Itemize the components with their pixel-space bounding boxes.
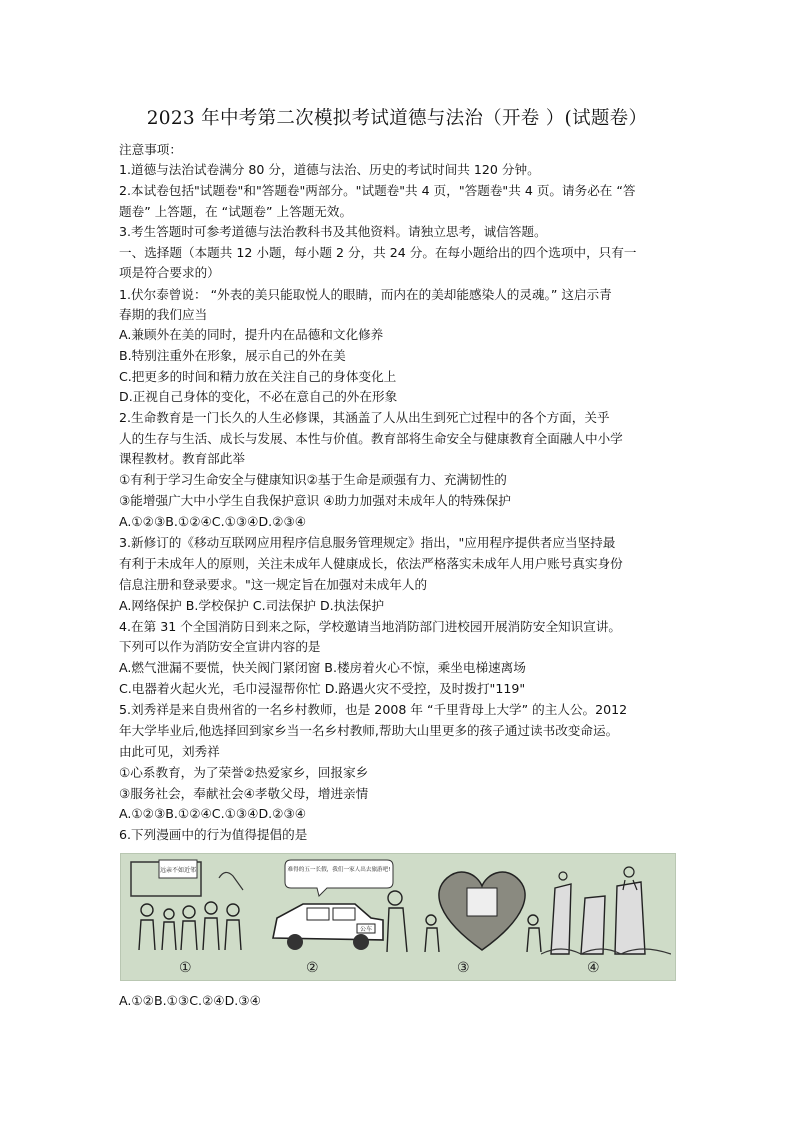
question-2-choices: A.①②③B.①②④C.①③④D.②③④: [119, 514, 307, 529]
comic-label-1: ①: [179, 960, 192, 976]
question-2-stem: 2.生命教育是一门长久的人生必修课，其涵盖了人从出生到死亡过程中的各个方面，关乎: [119, 410, 610, 425]
question-1-option-d: D.正视自己身体的变化，不必在意自己的外在形象: [119, 389, 398, 404]
comic-label-4: ④: [587, 960, 600, 976]
question-3-stem: 信息注册和登录要求。"这一规定旨在加强对未成年人的: [119, 577, 428, 592]
heart-illustration: [417, 858, 547, 958]
comic-label-2: ②: [306, 960, 319, 976]
question-2-stem: 人的生存与生活、成长与发展、本性与价值。教育部将生命安全与健康教育全面融人中小学: [119, 431, 623, 446]
question-1-option-a: A.兼顾外在美的同时，提升内在品德和文化修养: [119, 327, 384, 342]
public-car-illustration: [263, 858, 413, 958]
page-title: 2023 年中考第二次模拟考试道德与法治（开卷 ）(试题卷）: [146, 108, 648, 129]
notice-heading: 注意事项：: [119, 142, 182, 157]
question-4-option-cd: C.电器着火起火光，毛巾浸湿帮你忙 D.路遇火灾不受控，及时拨打"119": [119, 681, 526, 696]
comic-panel-3: [417, 858, 547, 958]
section-heading: 项是符合要求的）: [119, 265, 220, 280]
question-1-option-c: C.把更多的时间和精力放在关注自己的身体变化上: [119, 369, 397, 384]
notice-item: 1.道德与法治试卷满分 80 分，道德与法治、历史的考试时间共 120 分钟。: [119, 162, 540, 177]
question-2-statements: ①有利于学习生命安全与健康知识②基于生命是顽强有力、充满韧性的: [119, 472, 507, 487]
notice-item: 2.本试卷包括"试题卷"和"答题卷"两部分。"试题卷"共 4 页，"答题卷"共 4 页。请务必在 “答: [119, 183, 636, 198]
panel-2-bubble: 难得的五一长假，我们一家人出去旅游吧!: [287, 867, 391, 873]
question-5-choices: A.①②③B.①②④C.①③④D.②③④: [119, 806, 307, 821]
scenic-spot-illustration: [541, 858, 671, 958]
question-2-stem: 课程教材。教育部此举: [119, 451, 245, 466]
comic-strip-image: [120, 853, 676, 981]
comic-panel-1: [129, 858, 259, 958]
notice-item: 3.考生答题时可参考道德与法治教科书及其他资料。请独立思考，诚信答题。: [119, 224, 547, 239]
panel-1-sign: 远亲不如近邻: [159, 867, 197, 874]
question-5-stem: 年大学毕业后,他选择回到家乡当一名乡村教师,帮助大山里更多的孩子通过读书改变命运。: [119, 723, 619, 738]
question-1-option-b: B.特别注重外在形象，展示自己的外在美: [119, 348, 346, 363]
question-1-stem: 1.伏尔泰曾说： “外表的美只能取悦人的眼睛，而内在的美却能感染人的灵魂。” 这启示青: [119, 287, 612, 302]
comic-panel-4: [541, 858, 671, 958]
comic-label-3: ③: [457, 960, 470, 976]
question-3-stem: 3.新修订的《移动互联网应用程序信息服务管理规定》指出，"应用程序提供者应当坚持最: [119, 535, 616, 550]
question-1-stem: 春期的我们应当: [119, 307, 208, 322]
question-4-stem: 下列可以作为消防安全宣讲内容的是: [119, 639, 321, 654]
question-5-statements: ①心系教育，为了荣誉②热爱家乡，回报家乡: [119, 765, 369, 780]
question-5-stem: 由此可见，刘秀祥: [119, 744, 220, 759]
neighbors-illustration: [129, 858, 259, 958]
question-6-choices: A.①②B.①③C.②④D.③④: [119, 993, 261, 1008]
question-5-statements: ③服务社会，奉献社会④孝敬父母，增进亲情: [119, 786, 369, 801]
question-4-stem: 4.在第 31 个全国消防日到来之际，学校邀请当地消防部门进校园开展消防安全知识宣讲。: [119, 619, 622, 634]
comic-panel-2: [263, 858, 413, 958]
section-heading: 一、选择题（本题共 12 小题，每小题 2 分，共 24 分。在每小题给出的四个选项中，只有一: [119, 245, 637, 260]
question-4-option-ab: A.燃气泄漏不要慌，快关阀门紧闭窗 B.楼房着火心不惊，乘坐电梯速离场: [119, 660, 526, 675]
question-5-stem: 5.刘秀祥是来自贵州省的一名乡村教师，也是 2008 年 “千里背母上大学” 的主人公。2012: [119, 702, 628, 717]
question-6-stem: 6.下列漫画中的行为值得提倡的是: [119, 827, 308, 842]
question-3-stem: 有利于未成年人的原则，关注未成年人健康成长，依法严格落实未成年人用户账号真实身份: [119, 556, 623, 571]
notice-item: 题卷” 上答题，在 “试题卷” 上答题无效。: [119, 204, 353, 219]
question-2-statements: ③能增强广大中小学生自我保护意识 ④助力加强对未成年人的特殊保护: [119, 493, 511, 508]
question-3-choices: A.网络保护 B.学校保护 C.司法保护 D.执法保护: [119, 598, 385, 613]
panel-2-car-text: 公车: [359, 926, 373, 933]
